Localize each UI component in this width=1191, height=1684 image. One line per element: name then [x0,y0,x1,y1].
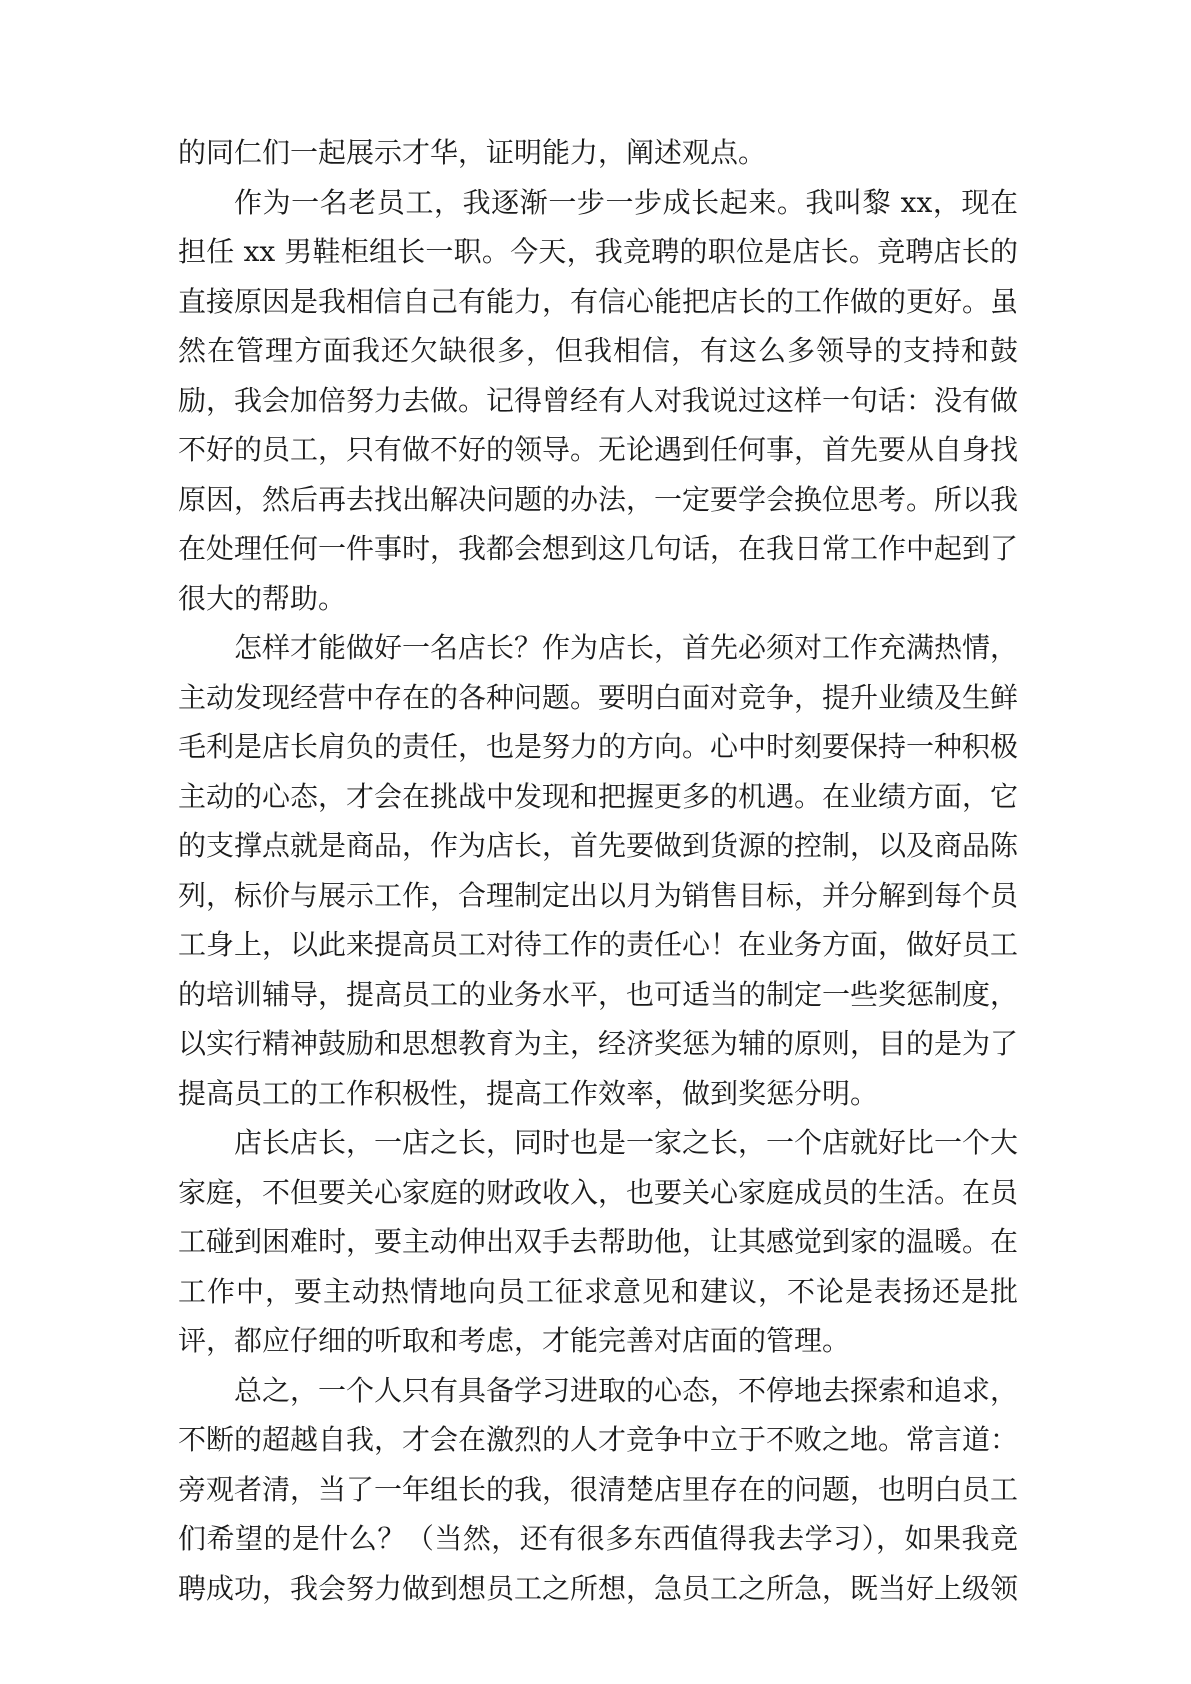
paragraph-self-introduction: 作为一名老员工，我逐渐一步一步成长起来。我叫黎 xx，现在担任 xx 男鞋柜组长一职。今天，我竞聘的职位是店长。竞聘店长的直接原因是我相信自己有能力，有信心能把店长的工作做的更好。虽然在管理方面我还欠缺很多，但我相信，有这么多领导的支持和鼓励，我会加倍努力去做。记得曾经有人对我说过这样一句话：没有做不好的员工，只有做不好的领导。无论遇到任何事，首先要从自身找原因，然后再去找出解决问题的办法，一定要学会换位思考。所以我在处理任何一件事时，我都会想到这几句话，在我日常工作中起到了很大的帮助。 [178,185,1019,615]
document-body [178,128,1018,1613]
paragraph-how-to-be-manager: 怎样才能做好一名店长？作为店长，首先必须对工作充满热情，主动发现经营中存在的各种问题。要明白面对竞争，提升业绩及生鲜毛利是店长肩负的责任，也是努力的方向。心中时刻要保持一种积极主动的心态，才会在挑战中发现和把握更多的机遇。在业绩方面，它的支撑点就是商品，作为店长，首先要做到货源的控制，以及商品陈列，标价与展示工作，合理制定出以月为销售目标，并分解到每个员工身上，以此来提高员工对待工作的责任心！在业务方面，做好员工的培训辅导，提高员工的业务水平，也可适当的制定一些奖惩制度，以实行精神鼓励和思想教育为主，经济奖惩为辅的原则，目的是为了提高员工的工作积极性，提高工作效率，做到奖惩分明。 [178,631,1019,1110]
paragraph-store-as-family: 店长店长，一店之长，同时也是一家之长，一个店就好比一个大家庭，不但要关心家庭的财政收入，也要关心家庭成员的生活。在员工碰到困难时，要主动伸出双手去帮助他，让其感觉到家的温暖。在工作中，要主动热情地向员工征求意见和建议，不论是表扬还是批评，都应仔细的听取和考虑，才能完善对店面的管理。 [178,1126,1019,1357]
paragraph-continuation: 的同仁们一起展示才华，证明能力，阐述观点。 [178,136,767,169]
paragraph-conclusion: 总之，一个人只有具备学习进取的心态，不停地去探索和追求，不断的超越自我，才会在激烈的人才竞争中立于不败之地。常言道：旁观者清，当了一年组长的我，很清楚店里存在的问题，也明白员工们希望的是什么？（当然，还有很多东西值得我去学习），如果我竞聘成功，我会努力做到想员工之所想，急员工之所急，既当好上级领 [178,1373,1019,1605]
